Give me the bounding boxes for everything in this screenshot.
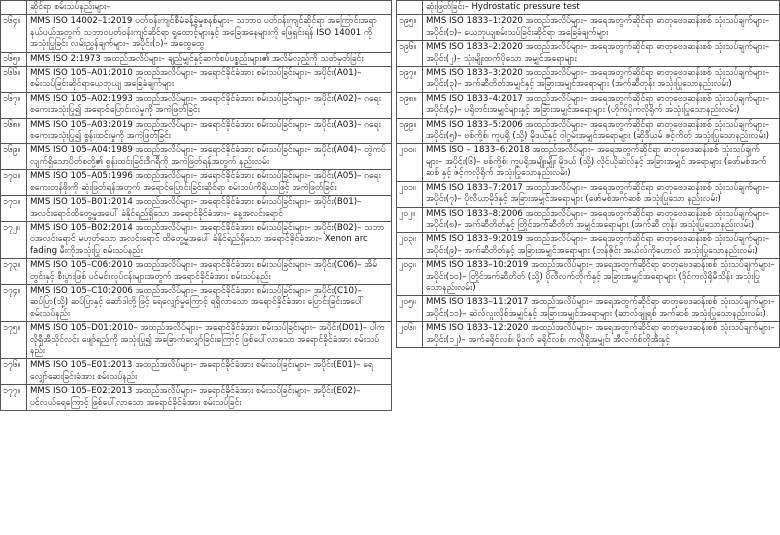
table-row — [1, 1, 392, 15]
standard-title: MMS ISO 105–A03:2019 အထည်အလိပ်များ– အရောင်ခိုင်ခံအား စမ်းသပ်ခြင်းများ– အပိုင်း(A03)– ဂရေးစကေးအသုံးပြု၍ စွန်းထင်းမှုကို အကဲဖြတ်ခြင်း — [27, 118, 392, 144]
table-row — [1, 385, 392, 411]
item-number — [1, 1, 27, 15]
standard-title: ဆိုင်ရာ စမ်းသပ်နည်းများ– — [27, 1, 392, 15]
standard-title: MMS ISO 14002–1:2019 ပတ်ဝန်းကျင်စီမံခန့်ခွဲမှုစနစ်များ– သဘာဝ ပတ်ဝန်းကျင်ဆိုင်ရာ အကြောင်းအရာနယ်ပယ်အတွက် သဘာဝပတ်ဝန်းကျင်ဆိုင်ရာ ရှုထောင့်များနှင့် အခြေအနေများကို ဖြေရှင်းရန် ISO 14001 ကို အသုံးပြုခြင်း လမ်းညွှန်ချက်များ– အပိုင်း(၁)– အထွေထွေ — [27, 15, 392, 52]
table-row — [397, 1, 780, 15]
standard-title: MMS ISO 105–E01:2013 အထည်အလိပ်များ– အရောင်ခိုင်ခံအား စမ်းသပ်ခြင်းများ– အပိုင်း(E01)– ရေလျှော်ဆေးခြင်းခံအား စမ်းသပ်နည်း — [27, 359, 392, 385]
table-row — [1, 221, 392, 258]
table-row — [1, 52, 392, 66]
table-row — [397, 144, 780, 181]
standard-title: MMS ISO 105–A05:1996 အထည်အလိပ်များ– အရောင်ခိုင်ခံအား စမ်းသပ်ခြင်းများ– အပိုင်း(A05)– ဂရေးစကေးတန်ဖိုးကို ဆုံးဖြတ်ရန်အတွက် အရောင်ပြောင်းခြင်းဆိုင်ရာ စမ်းသပ်ကိရိယာဖြင့် အကဲဖြတ်ခြင်း — [27, 170, 392, 196]
standard-title: MMS ISO 105–D01:2010– အထည်အလိပ်များ– အရောင်ခိုင်ခံအား စမ်းသပ်ခြင်းများ– အပိုင်း(D01)– ပါကလိုရှီအီသိုင်လင်း ဖျော်ရည်ကို အသုံးပြု၍ အခြောက်လျှော်ခြင်းကြောင့် ဖြစ်ပေါ်လာသော အရောင်ခိုင်ခံအား စမ်းသပ်နည်း — [27, 322, 392, 359]
table-row — [1, 118, 392, 144]
standards-table-right — [396, 0, 780, 348]
table-row — [1, 170, 392, 196]
table-row — [1, 284, 392, 321]
table-row — [397, 207, 780, 233]
item-number: ၁၇၄။ — [1, 284, 27, 321]
table-row — [1, 92, 392, 118]
standard-title: MMS ISO 1833–1:2020 အထည်အလိပ်များ– အရေအတွက်ဆိုင်ရာ ဓာတုဗေဒဆန်းစစ် သုံးသပ်ချက်များ– အပိုင်း(၁)– ယေဘုယျစမ်းသပ်ခြင်းဆိုင်ရာ အခြေခံချက်များ — [423, 15, 780, 41]
standard-title: MMS ISO 105–E02:2013 အထည်အလိပ်များ– အရောင်ခိုင်ခံအား စမ်းသပ်ခြင်းများ– အပိုင်း(E02)– ပင်လယ်ရေကြောင့် ဖြစ်ပေါ်လာသော အရောင်ခိုင်ခံအား စမ်းသပ်ခြင်း — [27, 385, 392, 411]
item-number — [397, 1, 423, 15]
table-row — [397, 233, 780, 259]
item-number: ၁၉၅။ — [397, 15, 423, 41]
item-number: ၁၇၁။ — [1, 196, 27, 222]
standards-table-left — [0, 0, 392, 411]
item-number: ၁၇၃။ — [1, 259, 27, 285]
standard-title: MMS ISO 1833–4:2017 အထည်အလိပ်များ– အရေအတွက်ဆိုင်ရာ ဓာတုဗေဒဆန်းစစ် သုံးသပ်ချက်များ– အပိုင်း(၄)– ပရိုတင်းအမျှင်များနှင့် အခြားအမျှင်အရောများ (ဟိုက်ပိုကလိုရိုက် အသုံးပြုသောနည်းလမ်း) — [423, 92, 780, 118]
item-number: ၁၇၀။ — [1, 170, 27, 196]
table-row — [1, 15, 392, 52]
standard-title: MMS ISO 105–B01:2014 အထည်အလိပ်များ– အရောင်ခိုင်ခံအား စမ်းသပ်ခြင်းများ– အပိုင်း(B01)– အလင်းရောင်ထိတွေ့မှုအပေါ် ခံနိုင်ရည်ရှိသော အရောင်ခိုင်ခံအား– နေ့အလင်းရောင် — [27, 196, 392, 222]
item-number: ၁၉၇။ — [397, 67, 423, 93]
standard-title: MMS ISO – 1833–6:2018 အထည်အလိပ်များ– အရေအတွက်ဆိုင်ရာ ဓာတုဗေဒဆန်းစစ် သုံးသပ်ချက်များ– အပိုင်း(၆)– ဗစ်ကို့စ်၊ ကူပရိုအမျိုးမျိုး မိုဒယ် (သို့) လိုင်ယိုဆဲလ်နှင့် အခြားအမျှင် အရောများ (ဖော်မစ်အက်ဆစ် နှင့် ဇင့်ကလိုရိုက် အသုံးပြုသောနည်းလမ်း) — [423, 144, 780, 181]
table-row — [1, 196, 392, 222]
standard-title: MMS ISO 1833–7:2017 အထည်အလိပ်များ– အရေအတွက်ဆိုင်ရာ ဓာတုဗေဒဆန်းစစ် သုံးသပ်ချက်များ– အပိုင်း(၇)– ပိုလီယာမိုဒ်နှင့် အခြားအမျှင်အရောများ (ဖော်မစ်အက်ဆစ် အသုံးပြုသော နည်းလမ်း) — [423, 181, 780, 207]
item-number: ၁၇၆။ — [1, 359, 27, 385]
table-row — [397, 92, 780, 118]
table-row — [397, 67, 780, 93]
item-number: ၁၉၈။ — [397, 92, 423, 118]
item-number: ၁၉၆။ — [397, 41, 423, 67]
item-number: ၂၀၆။ — [397, 322, 423, 348]
standard-title: MMS ISO 1833–5:2006 အထည်အလိပ်များ– အရေအတွက်ဆိုင်ရာ ဓာတုဗေဒဆန်းစစ် သုံးသပ်ချက်များ– အပိုင်း(၅)– ဗစ်ကို့စ်၊ ကူပရို (သို့) မိုဒယ်နှင့် ဝါဂွမ်းအမျှင်အရောများ (ဆိုဒီယမ် ဇင့်ကိတ် အသုံးပြုသောနည်းလမ်း) — [423, 118, 780, 144]
item-number: ၁၇၇။ — [1, 385, 27, 411]
item-number: ၂၀၁။ — [397, 181, 423, 207]
item-number: ၁၆၄။ — [1, 15, 27, 52]
standard-title: MMS ISO 1833–2:2020 အထည်အလိပ်များ– အရေအတွက်ဆိုင်ရာ ဓာတုဗေဒဆန်းစစ် သုံးသပ်ချက်များ– အပိုင်း(၂)– သုံးမျိုးထက်ပိုသော အမျှင်အရောများ — [423, 41, 780, 67]
table-row — [397, 41, 780, 67]
standard-title: MMS ISO 105–B02:2014 အထည်အလိပ်များ– အရောင်ခိုင်ခံအား စမ်းသပ်ခြင်းများ– အပိုင်း(B02)– သဘာဝအလင်းရောင် မဟုတ်သော အလင်းရောင် ထိတွေ့မှုအပေါ် ခံနိုင်ရည်ရှိသော အရောင်ခိုင်ခံအား– Xenon arc fading မီးကိုအသုံးပြု စမ်းသပ်နည်း — [27, 221, 392, 258]
standard-title: MMS ISO 105–A01:2010 အထည်အလိပ်များ– အရောင်ခိုင်ခံအား စမ်းသပ်ခြင်းများ– အပိုင်း(A01)– စမ်းသပ်ခြင်းဆိုင်ရာယေဘုယျ အခြေခံချက်များ — [27, 67, 392, 93]
standard-title: MMS ISO 1833–12:2020 အထည်အလိပ်များ– အရေအတွက်ဆိုင်ရာ ဓာတုဗေဒဆန်းစစ် သုံးသပ်ချက်များ– အပိုင်း(၁၂)– အက်ခရိုင်လစ်၊ မိုဒက် ခရိုင်လစ်၊ ကလိုရိုအမျှင်၊ အီလက်စ်တိုအီးနှင့် — [423, 322, 780, 348]
item-number: ၂၀၅။ — [397, 296, 423, 322]
standard-title: ဆုံးဖြတ်ခြင်း– Hydrostatic pressure test — [423, 1, 780, 15]
item-number: ၁၆၆။ — [1, 67, 27, 93]
standard-title: MMS ISO 1833–10:2019 အထည်အလိပ်များ– အရေအတွက်ဆိုင်ရာ ဓာတုဗေဒဆန်းစစ် သုံးသပ်ချက်များ– အပိုင်း(၁၀)– တြိုင်အက်ဆီတိတ် (သို့) ပိုလီလက်တိုက်နှင့် အခြားအမျှင်အရောများ (ဒိုင်ကလိုရိုမီသိန်း အသုံးပြုသောနည်းလမ်း) — [423, 259, 780, 296]
table-row — [1, 359, 392, 385]
item-number: ၁၆၇။ — [1, 92, 27, 118]
item-number: ၁၇၅။ — [1, 322, 27, 359]
table-row — [397, 322, 780, 348]
item-number: ၁၇၂။ — [1, 221, 27, 258]
table-row — [1, 322, 392, 359]
item-number: ၁၆၅။ — [1, 52, 27, 66]
table-row — [1, 67, 392, 93]
item-number: ၂၀၀။ — [397, 144, 423, 181]
standard-title: MMS ISO 105–A02:1993 အထည်အလိပ်များ– အရောင်ခိုင်ခံအား စမ်းသပ်ခြင်းများ– အပိုင်း(A02)– ဂရေးစကေးအသုံးပြု၍ အရောင်ပြောင်းလဲမှုကို အကဲဖြတ်ခြင်း — [27, 92, 392, 118]
table-row — [1, 144, 392, 170]
item-number: ၂၀၃။ — [397, 233, 423, 259]
table-row — [397, 259, 780, 296]
table-row — [397, 15, 780, 41]
standard-title: MMS ISO 1833–11:2017 အထည်အလိပ်များ– အရေအတွက်ဆိုင်ရာ ဓာတုဗေဒဆန်းစစ် သုံးသပ်ချက်များ– အပိုင်း(၁၁)– ဆဲလ်လူးလိုစ်အမျှင်နှင့် အခြားအမျှင်အရောများ (ဆာလ်ဖျူရစ် အက်ဆစ် အသုံးပြုသောနည်းလမ်း) — [423, 296, 780, 322]
table-row — [397, 118, 780, 144]
item-number: ၁၉၉။ — [397, 118, 423, 144]
standard-title: MMS ISO 105–C10:2006 အထည်အလိပ်များ– အရောင်ခိုင်ခံအား စမ်းသပ်ခြင်းများ– အပိုင်း(C10)– ဆပ်ပြာ(သို့) ဆပ်ပြာနှင့် ဆော်ဒါတို့ဖြင့် ရေလျှော်မှုကြောင့် ရရှိလာသော အရောင်ခိုင်ခံအား ပြောင်းခြင်းအပေါ် စမ်းသပ်နည်း — [27, 284, 392, 321]
item-number: ၂၀၄။ — [397, 259, 423, 296]
standard-title: MMS ISO 105–A04:1989 အထည်အလိပ်များ– အရောင်ခိုင်ခံအား စမ်းသပ်ခြင်းများ– အပိုင်း(A04)– တွဲကပ်လျက်ရှိသောပိတ်စတို့၏ စွန်းထင်းခြင်းဒီဂရီကို အကဲဖြတ်ရန်အတွက် နည်းလမ်း — [27, 144, 392, 170]
item-number: ၂၀၂။ — [397, 207, 423, 233]
standards-list-right — [396, 0, 780, 535]
standard-title: MMS ISO 105–C06:2010 အထည်အလိပ်များ– အရောင်ခိုင်ခံအား စမ်းသပ်ခြင်းများ– အပိုင်း(C06)– အိမ်တွင်းနှင့် စီးပွားဖြစ် ပင်မင်းလုပ်ငန်းများအတွက် အရောင်ခိုင်ခံအား စမ်းသပ်နည်း — [27, 259, 392, 285]
table-row — [397, 296, 780, 322]
standard-title: MMS ISO 1833–9:2019 အထည်အလိပ်များ– အရေအတွက်ဆိုင်ရာ ဓာတုဗေဒဆန်းစစ် သုံးသပ်ချက်များ– အပိုင်း(၉)– အက်ဆီတိတ်နှင့် အခြားအမျှင်အရောများ (ဘန်ဇိုင်း အယ်လ်ကိုဟောလ် အသုံးပြုသောနည်းလမ်း) — [423, 233, 780, 259]
table-row — [1, 259, 392, 285]
table-row — [397, 181, 780, 207]
standard-title: MMS ISO 1833–8:2006 အထည်အလိပ်များ– အရေအတွက်ဆိုင်ရာ ဓာတုဗေဒဆန်းစစ် သုံးသပ်ချက်များ– အပိုင်း(၈)– အက်ဆီတိတ်နှင့် တြိုင်အက်ဆီတိတ် အမျှင်အရောများ (အက်ဆီ တုန်း အသုံးပြုသောနည်းလမ်း) — [423, 207, 780, 233]
standard-title: MMS ISO 1833–3:2020 အထည်အလိပ်များ– အရေအတွက်ဆိုင်ရာ ဓာတုဗေဒဆန်းစစ် သုံးသပ်ချက်များ– အပိုင်း(၃)– အက်ဆီတိတ်အမျှင်နှင့် အခြားအမျှင်အရောများ (အက်ဆီတုန်း အသုံးပြုသောနည်းလမ်း) — [423, 67, 780, 93]
standard-title: MMS ISO 2:1973 အထည်အလိပ်များ– ချည်မျှင်နှင့်ဆက်စပ်ပစ္စည်းများ၏ အလိမ်လှည့်ကို သတ်မှတ်ခြင်း — [27, 52, 392, 66]
item-number: ၁၆၈။ — [1, 118, 27, 144]
item-number: ၁၆၉။ — [1, 144, 27, 170]
